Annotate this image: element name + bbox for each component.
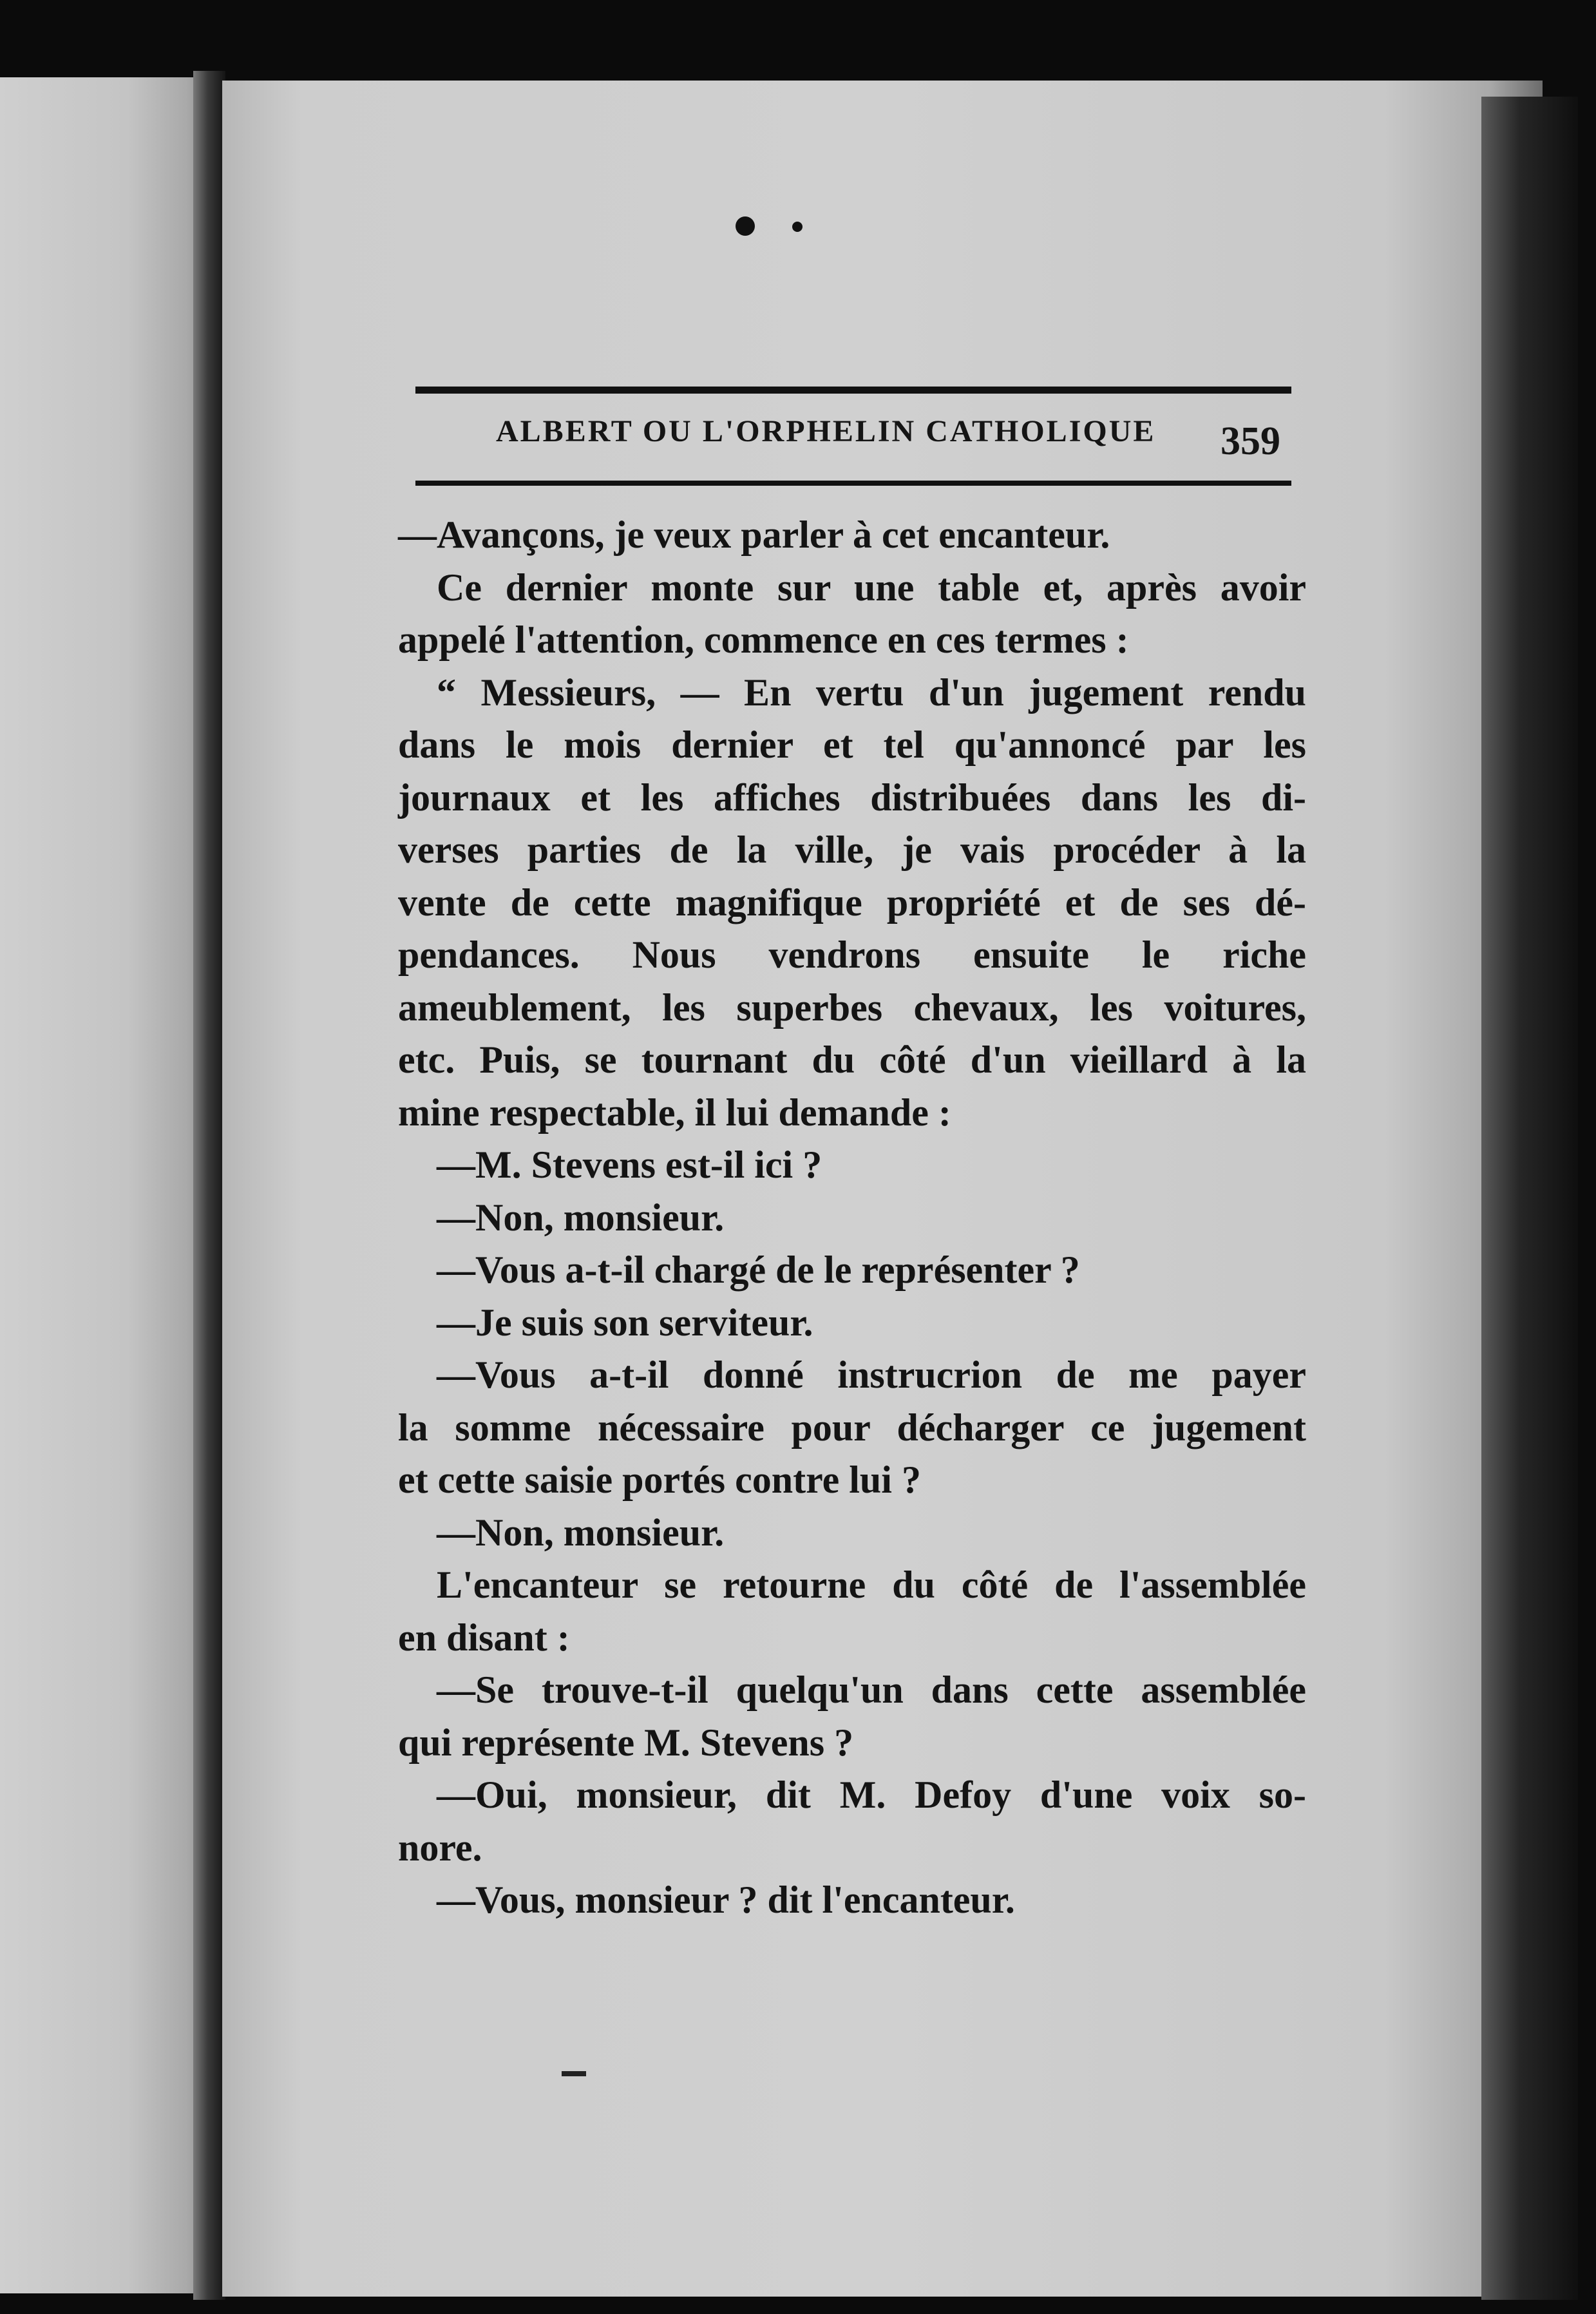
page-body <box>398 509 1306 1927</box>
text-line: appelé l'attention, commence en ces termes : <box>398 618 1129 661</box>
book-gutter <box>193 71 225 2300</box>
text-line: —Oui, monsieur, dit M. Defoy d'une voix so- <box>437 1774 1306 1816</box>
text-line: —Non, monsieur. <box>437 1511 725 1554</box>
text-line: en disant : <box>398 1616 570 1659</box>
text-line: vente de cette magnifique propriété et de ses dé- <box>398 881 1306 924</box>
header-rule-top <box>415 387 1291 394</box>
text-line: —Vous, monsieur ? dit l'encanteur. <box>437 1879 1015 1921</box>
ink-dot <box>792 222 803 232</box>
text-line: L'encanteur se retourne du côté de l'assemblée <box>437 1563 1306 1606</box>
text-line: pendances. Nous vendrons ensuite le riche <box>398 933 1306 976</box>
text-line: “ Messieurs, — En vertu d'un jugement rendu <box>437 671 1306 714</box>
text-line: —Vous a-t-il chargé de le représenter ? <box>437 1248 1080 1291</box>
text-line: —M. Stevens est-il ici ? <box>437 1143 822 1186</box>
text-line: ameublement, les superbes chevaux, les voitures, <box>398 986 1306 1029</box>
ink-dot <box>736 216 755 236</box>
text-line: qui représente M. Stevens ? <box>398 1721 854 1764</box>
page-number: 359 <box>1221 419 1280 463</box>
running-title: ALBERT OU L'ORPHELIN CATHOLIQUE <box>496 414 1156 448</box>
header-rule-bottom <box>415 481 1291 486</box>
text-line: et cette saisie portés contre lui ? <box>398 1458 921 1501</box>
text-line: mine respectable, il lui demande : <box>398 1091 951 1134</box>
page-edge-shadow <box>1481 97 1578 2300</box>
text-line: dans le mois dernier et tel qu'annoncé par les <box>398 723 1306 766</box>
text-line: etc. Puis, se tournant du côté d'un vieillard à la <box>398 1038 1306 1081</box>
text-line: Ce dernier monte sur une table et, après avoir <box>437 566 1306 609</box>
previous-page-edge <box>0 77 213 2293</box>
footer-mark <box>562 2071 586 2076</box>
text-line: —Se trouve-t-il quelqu'un dans cette assemblée <box>437 1669 1306 1711</box>
text-line: la somme nécessaire pour décharger ce jugement <box>398 1406 1306 1449</box>
text-line: —Non, monsieur. <box>437 1196 725 1239</box>
ink-dots <box>736 216 806 242</box>
text-line: —Avançons, je veux parler à cet encanteur. <box>398 513 1110 556</box>
text-line: —Vous a-t-il donné instrucrion de me payer <box>437 1353 1306 1396</box>
text-line: journaux et les affiches distribuées dans les di- <box>398 776 1306 819</box>
text-line: —Je suis son serviteur. <box>437 1301 813 1344</box>
text-line: verses parties de la ville, je vais procéder à la <box>398 828 1306 871</box>
text-line: nore. <box>398 1826 482 1869</box>
